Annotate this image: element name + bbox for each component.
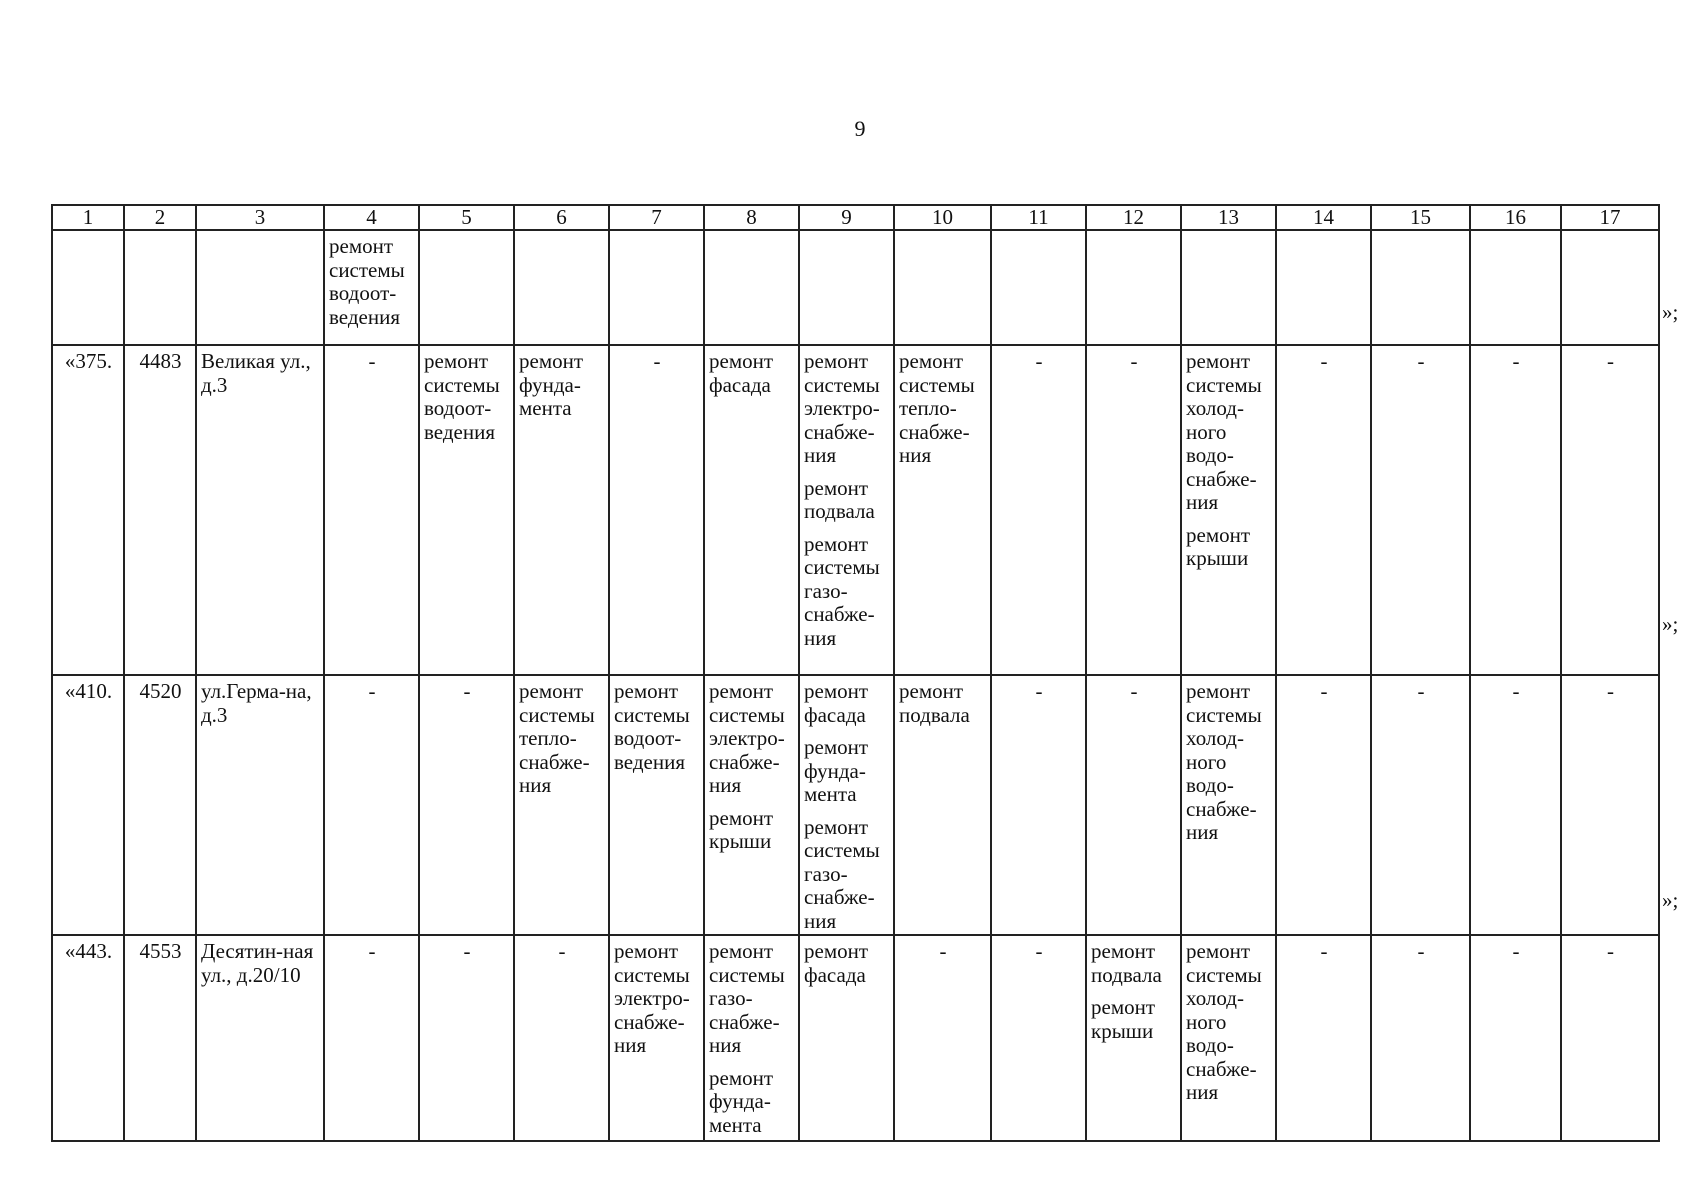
table-cell [124,935,196,1141]
table-cell [1561,230,1659,345]
cell-text: ремонт системы газо-снабже-ния [709,939,785,1057]
cell-text: ремонт системы электро-снабже-ния [709,679,785,797]
table-cell [799,345,894,675]
cell-text: ремонт системы электро-снабже-ния [804,349,880,467]
cell-text: - [1130,349,1138,373]
table-cell [609,345,704,675]
cell-text: - [1035,349,1043,373]
cell-text: «375. [64,349,113,373]
page-number: 9 [854,116,866,141]
column-number: 13 [1181,205,1276,230]
cell-text: ремонт фасада [709,349,774,397]
table-cell [52,675,124,935]
cell-text: - [1607,939,1614,963]
table-cell [52,345,124,675]
table-cell [514,345,609,675]
table-cell [704,675,799,935]
table-cell [324,230,419,345]
table-cell [419,675,514,935]
table-cell [1276,935,1371,1141]
cell-text: - [1417,679,1425,703]
table-cell [799,675,894,935]
table-cell [704,230,799,345]
table-cell [52,230,124,345]
table-cell [991,345,1086,675]
table-cell [704,345,799,675]
column-number: 1 [52,205,124,230]
cell-text: - [653,349,661,373]
cell-text: ремонт фунда-мента [519,349,584,420]
cell-text: - [463,679,471,703]
table-cell [704,935,799,1141]
table-cell [196,675,324,935]
table-cell [1371,345,1470,675]
column-number: 2 [124,205,196,230]
table-cell [799,935,894,1141]
cell-text: - [1607,679,1614,703]
table-cell [324,345,419,675]
table-cell [609,230,704,345]
table-row [52,935,1659,1141]
cell-text: - [1512,349,1520,373]
cell-text: - [1035,939,1043,963]
table-cell [799,230,894,345]
table-cell [1371,230,1470,345]
column-number: 3 [196,205,324,230]
table-cell [1276,230,1371,345]
table-cell [1181,345,1276,675]
closing-quote-mark: »; [1662,300,1679,324]
cell-text: ремонт системы газо-снабже-ния [804,814,880,933]
cell-text: ремонт подвала [899,679,970,727]
table-cell [124,675,196,935]
cell-text: ремонт фунда-мента [709,1065,774,1137]
cell-text: - [368,939,376,963]
table-cell [894,345,991,675]
table-cell [609,675,704,935]
cell-text: - [463,939,471,963]
column-number-row [52,205,1659,230]
table-cell [124,345,196,675]
table-cell [1276,345,1371,675]
column-number: 8 [704,205,799,230]
cell-text: ремонт системы водоот-ведения [329,234,405,329]
cell-text: ремонт подвала [1091,939,1162,987]
cell-text: ремонт фасада [804,939,869,987]
cell-text: 4483 [139,349,182,373]
cell-text: ремонт крыши [1091,995,1156,1043]
closing-quote-mark: »; [1662,888,1679,912]
cell-text: - [558,939,566,963]
cell-text: ремонт системы газо-снабже-ния [804,531,880,650]
cell-text: - [1130,679,1138,703]
cell-text: ремонт системы холод-ного водо-снабже-ния [1186,939,1262,1104]
cell-text: - [1607,349,1614,373]
column-number: 5 [419,205,514,230]
table-cell [196,230,324,345]
column-number: 10 [894,205,991,230]
cell-text: ремонт фасада [804,679,869,727]
cell-text: ремонт фунда-мента [804,735,869,806]
table-cell [1086,345,1181,675]
cell-text: ремонт системы водоот-ведения [614,679,690,774]
cell-text: ремонт крыши [1186,522,1251,570]
table-cell [1181,675,1276,935]
table-cell [1561,935,1659,1141]
cell-text: - [1512,679,1520,703]
table-cell [609,935,704,1141]
table-cell [991,675,1086,935]
cell-text: - [368,679,376,703]
cell-text: Великая ул., д.3 [201,349,311,397]
cell-text: ремонт системы электро-снабже-ния [614,939,690,1057]
table-cell [1181,230,1276,345]
cell-text: - [1417,939,1425,963]
table-cell [991,935,1086,1141]
table-cell [1470,675,1561,935]
cell-text: 4520 [139,679,182,703]
cell-text: - [1417,349,1425,373]
column-number: 4 [324,205,419,230]
table-cell [419,935,514,1141]
table-cell [991,230,1086,345]
table-row [52,230,1659,345]
cell-text: - [1035,679,1043,703]
table-cell [1561,675,1659,935]
column-number: 17 [1561,205,1659,230]
table-cell [196,935,324,1141]
table-cell [1086,675,1181,935]
table-cell [1371,675,1470,935]
cell-text: - [1320,679,1328,703]
table-cell [324,935,419,1141]
table-cell [1561,345,1659,675]
cell-text: ул.Герма-на, д.3 [201,679,312,727]
table-cell [514,675,609,935]
table-cell [1181,935,1276,1141]
column-number: 11 [991,205,1086,230]
cell-text: - [1320,939,1328,963]
table-row [52,345,1659,675]
table-cell [1470,230,1561,345]
table-cell [894,230,991,345]
table-cell [1470,345,1561,675]
cell-text: «410. [64,679,113,703]
closing-quote-mark: »; [1662,612,1679,636]
table-cell [894,675,991,935]
repair-schedule-table [51,204,1660,1142]
column-number: 15 [1371,205,1470,230]
column-number: 12 [1086,205,1181,230]
cell-text: - [939,939,947,963]
cell-text: - [1512,939,1520,963]
cell-text: 4553 [139,939,182,963]
cell-text: Десятин-ная ул., д.20/10 [201,939,314,987]
cell-text: - [368,349,376,373]
table-cell [1086,935,1181,1141]
column-number: 9 [799,205,894,230]
table-cell [514,230,609,345]
cell-text: ремонт системы тепло-снабже-ния [899,349,975,467]
cell-text: - [1320,349,1328,373]
column-number: 14 [1276,205,1371,230]
column-number: 7 [609,205,704,230]
cell-text: ремонт крыши [709,805,774,853]
cell-text: ремонт системы холод-ного водо-снабже-ния [1186,679,1262,844]
table-cell [124,230,196,345]
table-row [52,675,1659,935]
cell-text: ремонт системы холод-ного водо-снабже-ния [1186,349,1262,514]
table-cell [1276,675,1371,935]
cell-text: ремонт подвала [804,475,875,523]
table-cell [894,935,991,1141]
cell-text: ремонт системы тепло-снабже-ния [519,679,595,797]
table-cell [324,675,419,935]
table-cell [419,230,514,345]
table-cell [1470,935,1561,1141]
cell-text: «443. [64,939,113,963]
table-cell [196,345,324,675]
column-number: 6 [514,205,609,230]
table-cell [1086,230,1181,345]
table-cell [52,935,124,1141]
table-cell [419,345,514,675]
column-number: 16 [1470,205,1561,230]
table-cell [1371,935,1470,1141]
table-cell [514,935,609,1141]
cell-text: ремонт системы водоот-ведения [424,349,500,444]
